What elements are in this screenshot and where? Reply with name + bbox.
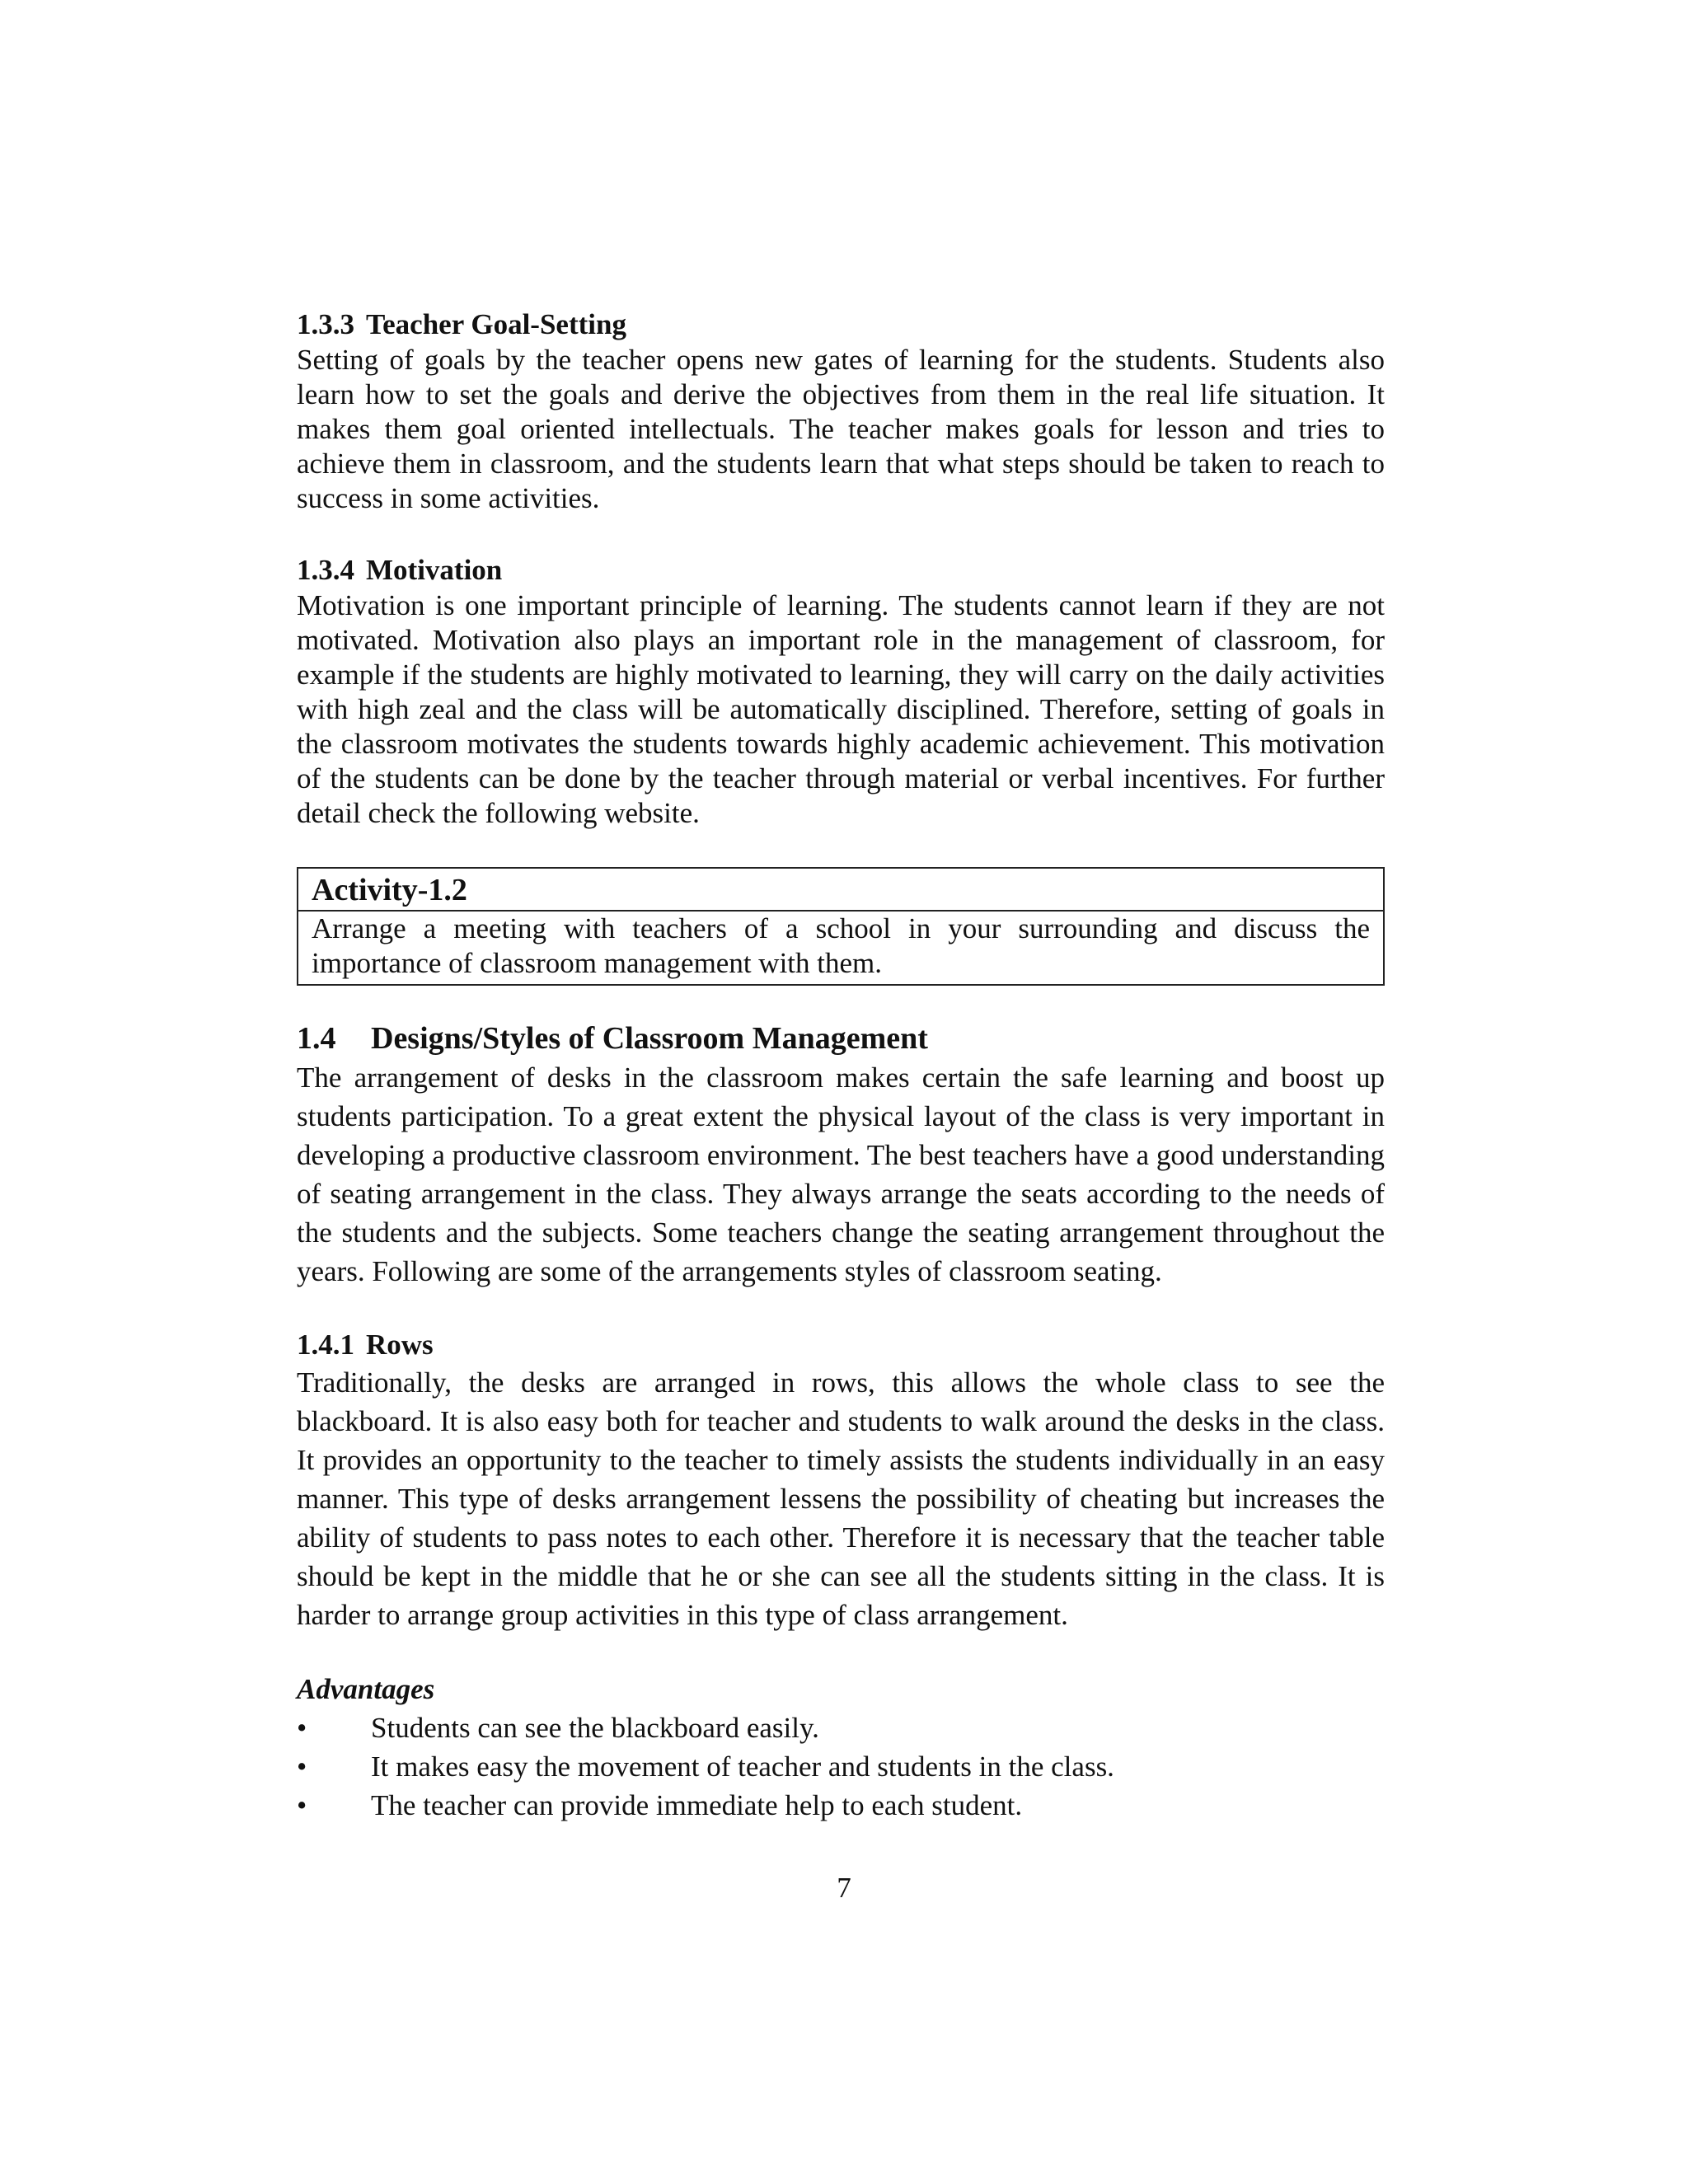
activity-text: Arrange a meeting with teachers of a school in your surrounding and discuss the importance of classroom management with them. [312, 912, 1370, 979]
designs-paragraph: The arrangement of desks in the classroom makes certain the safe learning and boost up students participation. To a great extent the physical layout of the class is very important in developing a productive classroom environment. The best teachers have a good understanding of seating arrangement in the class. They always arrange the seats according to the needs of the students and the subjects. Some teachers change the seating arrangement throughout the years. Following are some of the arrangements styles of classroom seating. [297, 1062, 1385, 1287]
activity-title: Activity-1.2 [298, 869, 1383, 912]
goal-setting-paragraph: Setting of goals by the teacher opens new gates of learning for the students. Students also learn how to set the goals and derive the objectives from them in the real life situation. It makes them goal oriented intellectuals. The teacher makes goals for lesson and tries to achieve them in classroom, and the students learn that what steps should be taken to reach to success in some activities. [297, 344, 1385, 514]
advantages-heading: Advantages [297, 1673, 435, 1705]
page-number: 7 [837, 1872, 851, 1904]
section-title: Designs/Styles of Classroom Management [371, 1021, 928, 1056]
spacer [297, 1291, 1385, 1327]
section-title: Motivation [366, 554, 503, 586]
section-number: 1.3.3 [297, 308, 354, 340]
rows-paragraph: Traditionally, the desks are arranged in rows, this allows the whole class to see the blackboard. It is also easy both for teacher and students to walk around the desks in the class. It provides an opportunity to the teacher to timely assists the students individually in an easy manner. This type of desks arrangement lessens the possibility of cheating but increases the ability of students to pass notes to each other. Therefore it is necessary that the teacher table should be kept in the middle that he or she can see all the students sitting in the class. It is harder to arrange group activities in this type of class arrangement. [297, 1366, 1385, 1631]
motivation-paragraph: Motivation is one important principle of learning. The students cannot learn if they are not motivated. Motivation also plays an important role in the management of classroom, for example if the students are highly motivated to learning, they will carry on the daily activities with high zeal and the class will be automatically disciplined. Therefore, setting of goals in the classroom motivates the students towards highly academic achievement. This motivation of the students can be done by the teacher through material or verbal incentives. For further detail check the following website. [297, 589, 1385, 829]
section-number: 1.4.1 [297, 1329, 354, 1361]
list-item-text: The teacher can provide immediate help to each student. [371, 1789, 1023, 1821]
page-content [297, 307, 1385, 1825]
section-heading-designs [297, 1019, 1385, 1058]
section-number: 1.3.4 [297, 554, 354, 586]
section-heading-motivation [297, 552, 1385, 588]
spacer [297, 516, 1385, 552]
bullet-icon: • [297, 1789, 307, 1821]
list-item [297, 1747, 1385, 1786]
bullet-icon: • [297, 1750, 307, 1783]
activity-box [297, 867, 1385, 986]
bullet-icon: • [297, 1712, 307, 1744]
section-heading-rows [297, 1327, 1385, 1363]
list-item-text: Students can see the blackboard easily. [371, 1712, 819, 1744]
list-item-text: It makes easy the movement of teacher and students in the class. [371, 1750, 1114, 1783]
section-number: 1.4 [297, 1021, 336, 1056]
list-item [297, 1708, 1385, 1747]
list-item [297, 1786, 1385, 1825]
section-heading-goal-setting [297, 307, 1385, 343]
section-title: Teacher Goal-Setting [366, 308, 626, 340]
advantages-list [297, 1708, 1385, 1825]
section-title: Rows [366, 1329, 434, 1361]
